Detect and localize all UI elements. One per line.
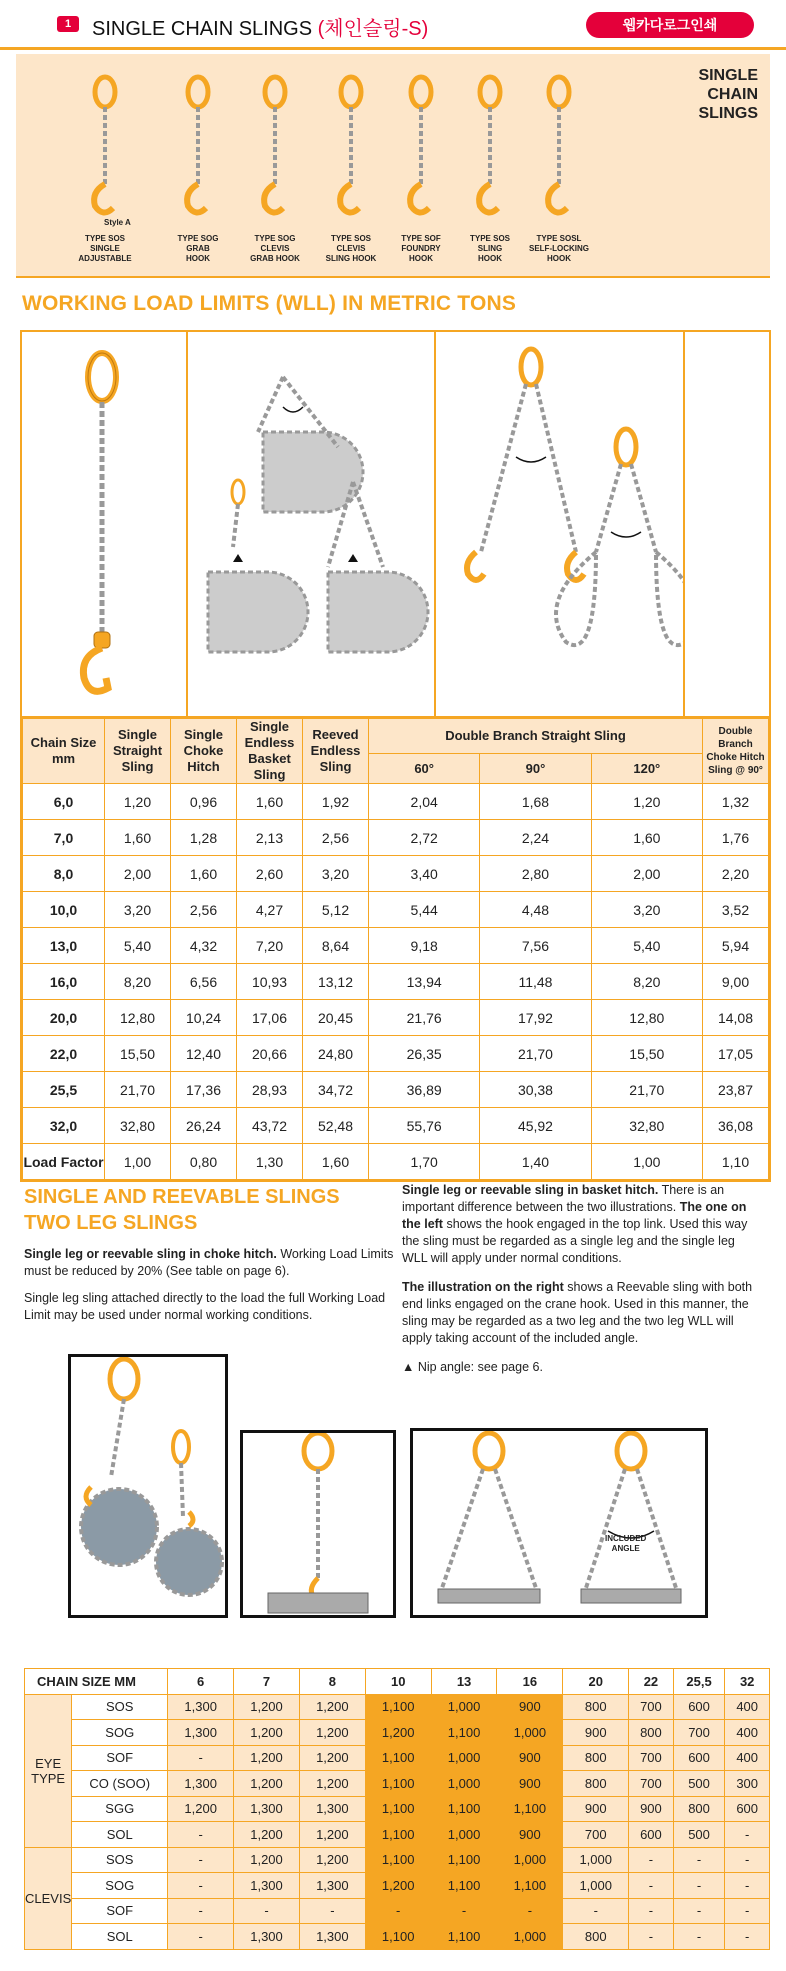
wll-value-cell: 28,93 — [237, 1072, 303, 1108]
header-90-deg: 90° — [480, 754, 591, 784]
hook-type-label: TYPE SOS SINGLE ADJUSTABLE — [78, 234, 132, 263]
hook-capacity-cell: - — [431, 1898, 497, 1924]
hook-capacity-cell: - — [725, 1847, 770, 1873]
hook-capacity-cell: 1,200 — [168, 1796, 234, 1822]
hook-capacity-table-container — [24, 1668, 770, 1950]
hook-capacity-cell: 800 — [563, 1694, 629, 1720]
hook-type-label: TYPE SOF FOUNDRY HOOK — [401, 234, 441, 263]
hook-type-label: TYPE SOG CLEVIS GRAB HOOK — [250, 234, 300, 263]
chain-size-mm-header: CHAIN SIZE MM — [25, 1669, 168, 1695]
wll-value-cell: 17,05 — [703, 1036, 769, 1072]
wll-value-cell: 17,06 — [237, 1000, 303, 1036]
wll-table — [22, 718, 769, 1180]
wll-value-cell: 17,36 — [171, 1072, 237, 1108]
wll-value-cell: 21,70 — [591, 1072, 702, 1108]
wll-value-cell: 26,24 — [171, 1108, 237, 1144]
wll-value-cell: 5,40 — [591, 928, 702, 964]
wll-value-cell: 1,28 — [171, 820, 237, 856]
reevable-heading-1: SINGLE AND REEVABLE SLINGS — [24, 1186, 340, 1208]
hook-capacity-cell: 1,200 — [234, 1720, 300, 1746]
hook-capacity-cell: 700 — [563, 1822, 629, 1848]
hook-capacity-row — [25, 1720, 770, 1746]
hook-capacity-cell: 900 — [497, 1771, 563, 1797]
hook-type-cell: SGG — [72, 1796, 168, 1822]
hook-capacity-cell: 1,100 — [431, 1873, 497, 1899]
wll-value-cell: 4,32 — [171, 928, 237, 964]
wll-value-cell: 12,40 — [171, 1036, 237, 1072]
hook-capacity-cell: - — [168, 1847, 234, 1873]
hook-capacity-row — [25, 1822, 770, 1848]
wll-value-cell: 9,00 — [703, 964, 769, 1000]
wll-row — [23, 964, 769, 1000]
hook-capacity-cell: 1,100 — [431, 1924, 497, 1950]
hook-capacity-cell: - — [168, 1898, 234, 1924]
hook-capacity-cell: 800 — [629, 1720, 674, 1746]
nip-angle-note: ▲ Nip angle: see page 6. — [402, 1360, 543, 1374]
chain-size-header-cell: 8 — [299, 1669, 365, 1695]
wll-value-cell: 2,00 — [591, 856, 702, 892]
wll-value-cell: 13,94 — [369, 964, 480, 1000]
choke-endless-illustrations — [188, 332, 436, 718]
hook-capacity-cell: - — [673, 1873, 725, 1899]
wll-row — [23, 856, 769, 892]
wll-value-cell: 15,50 — [105, 1036, 171, 1072]
hook-capacity-cell: 1,200 — [299, 1745, 365, 1771]
wll-value-cell: 9,18 — [369, 928, 480, 964]
hook-capacity-cell: 1,300 — [299, 1873, 365, 1899]
hook-group-label: EYE TYPE — [25, 1694, 72, 1847]
chain-size-cell: 6,0 — [23, 784, 105, 820]
hook-capacity-cell: 1,200 — [299, 1694, 365, 1720]
hook-capacity-cell: 1,200 — [234, 1771, 300, 1797]
hook-type-label: TYPE SOS SLING HOOK — [469, 234, 510, 263]
page-header — [0, 0, 786, 50]
hook-capacity-cell: - — [629, 1873, 674, 1899]
hook-capacity-cell: 1,100 — [431, 1796, 497, 1822]
header-chain-size: Chain Size mm — [23, 719, 105, 784]
hook-capacity-cell: - — [168, 1822, 234, 1848]
wll-value-cell: 36,08 — [703, 1108, 769, 1144]
hook-capacity-cell: 1,000 — [563, 1873, 629, 1899]
header-single-choke: Single Choke Hitch — [171, 719, 237, 784]
hook-capacity-cell: 800 — [563, 1924, 629, 1950]
hook-capacity-cell: - — [168, 1745, 234, 1771]
hook-capacity-cell: 1,200 — [365, 1720, 431, 1746]
hook-capacity-cell: 700 — [629, 1694, 674, 1720]
hook-type-cell: SOS — [72, 1694, 168, 1720]
hook-capacity-cell: 1,300 — [168, 1720, 234, 1746]
hook-type-label: TYPE SOSL SELF-LOCKING HOOK — [529, 234, 589, 263]
hook-capacity-cell: - — [168, 1924, 234, 1950]
wll-value-cell: 2,04 — [369, 784, 480, 820]
wll-value-cell: 15,50 — [591, 1036, 702, 1072]
hook-type-cell: SOL — [72, 1822, 168, 1848]
hook-capacity-cell: 900 — [497, 1745, 563, 1771]
hook-group-label: CLEVIS — [25, 1847, 72, 1949]
wll-row — [23, 1108, 769, 1144]
wll-value-cell: 5,12 — [303, 892, 369, 928]
wll-value-cell: 2,80 — [480, 856, 591, 892]
wll-value-cell: 3,52 — [703, 892, 769, 928]
hook-capacity-cell: 1,100 — [497, 1873, 563, 1899]
chain-size-header-cell: 25,5 — [673, 1669, 725, 1695]
wll-value-cell: 5,40 — [105, 928, 171, 964]
hook-capacity-cell: 900 — [563, 1796, 629, 1822]
hook-capacity-cell: 1,100 — [365, 1847, 431, 1873]
hook-capacity-cell: 600 — [629, 1822, 674, 1848]
chain-size-header-cell: 13 — [431, 1669, 497, 1695]
hook-capacity-cell: - — [673, 1847, 725, 1873]
hook-capacity-cell: 1,000 — [497, 1924, 563, 1950]
reevable-left-text — [24, 1184, 394, 1324]
hook-capacity-cell: 900 — [497, 1694, 563, 1720]
wll-value-cell: 2,56 — [171, 892, 237, 928]
chain-size-header-cell: 7 — [234, 1669, 300, 1695]
hook-capacity-cell: - — [629, 1924, 674, 1950]
hook-capacity-cell: 400 — [725, 1745, 770, 1771]
wll-value-cell: 12,80 — [105, 1000, 171, 1036]
chain-size-cell: 20,0 — [23, 1000, 105, 1036]
web-catalog-print-button[interactable]: 웹카다로그인쇄 — [586, 12, 754, 38]
double-branch-illustration — [436, 332, 685, 718]
wll-value-cell: 2,20 — [703, 856, 769, 892]
wll-value-cell: 1,68 — [480, 784, 591, 820]
chain-size-cell: 25,5 — [23, 1072, 105, 1108]
hook-capacity-cell: 1,200 — [234, 1694, 300, 1720]
header-reeved-endless: Reeved Endless Sling — [303, 719, 369, 784]
hook-capacity-cell: - — [234, 1898, 300, 1924]
wll-value-cell: 7,56 — [480, 928, 591, 964]
wll-value-cell: 0,96 — [171, 784, 237, 820]
wll-value-cell: 2,24 — [480, 820, 591, 856]
wll-row — [23, 1000, 769, 1036]
hook-capacity-cell: 500 — [673, 1822, 725, 1848]
hook-capacity-cell: 1,200 — [234, 1745, 300, 1771]
wll-value-cell: 14,08 — [703, 1000, 769, 1036]
hook-capacity-cell: 1,000 — [431, 1822, 497, 1848]
chain-size-header-cell: 10 — [365, 1669, 431, 1695]
wll-value-cell: 1,76 — [703, 820, 769, 856]
hook-capacity-cell: 1,200 — [365, 1873, 431, 1899]
hook-capacity-cell: 1,100 — [365, 1796, 431, 1822]
wll-value-cell: 17,92 — [480, 1000, 591, 1036]
wll-value-cell: 1,20 — [105, 784, 171, 820]
wll-value-cell: 21,70 — [105, 1072, 171, 1108]
wll-value-cell: 5,44 — [369, 892, 480, 928]
wll-value-cell: 30,38 — [480, 1072, 591, 1108]
wll-value-cell: 12,80 — [591, 1000, 702, 1036]
wll-value-cell: 34,72 — [303, 1072, 369, 1108]
hook-capacity-cell: 1,200 — [299, 1720, 365, 1746]
wll-value-cell: 5,94 — [703, 928, 769, 964]
chain-size-header-cell: 16 — [497, 1669, 563, 1695]
reevable-right-text — [402, 1182, 762, 1388]
hook-capacity-cell: - — [725, 1924, 770, 1950]
hook-capacity-cell: 800 — [673, 1796, 725, 1822]
wll-value-cell: 8,20 — [591, 964, 702, 1000]
hook-capacity-cell: - — [497, 1898, 563, 1924]
hook-capacity-cell: 1,000 — [563, 1847, 629, 1873]
hook-capacity-cell: 1,300 — [168, 1771, 234, 1797]
hook-type-label: TYPE SOG GRAB HOOK — [177, 234, 219, 263]
hook-type-0 — [60, 74, 150, 264]
chain-size-cell: 13,0 — [23, 928, 105, 964]
hook-capacity-cell: - — [168, 1873, 234, 1899]
hook-capacity-cell: 500 — [673, 1771, 725, 1797]
hook-capacity-cell: - — [725, 1898, 770, 1924]
wll-table-container — [20, 330, 771, 1182]
wll-value-cell: 1,60 — [591, 820, 702, 856]
chain-size-cell: 7,0 — [23, 820, 105, 856]
wll-value-cell: 55,76 — [369, 1108, 480, 1144]
wll-value-cell: 2,56 — [303, 820, 369, 856]
chain-size-cell: 10,0 — [23, 892, 105, 928]
wll-value-cell: 4,27 — [237, 892, 303, 928]
hook-type-6 — [514, 74, 604, 264]
hook-capacity-cell: 300 — [725, 1771, 770, 1797]
wll-value-cell: 21,76 — [369, 1000, 480, 1036]
hook-capacity-cell: - — [673, 1924, 725, 1950]
basket-hitch-box — [410, 1428, 708, 1618]
hook-capacity-cell: 1,300 — [234, 1873, 300, 1899]
wll-value-cell: 1,40 — [480, 1144, 591, 1180]
hook-type-cell: SOG — [72, 1873, 168, 1899]
hook-capacity-cell: 1,200 — [234, 1822, 300, 1848]
wll-value-cell: 1,00 — [105, 1144, 171, 1180]
chain-size-header-cell: 6 — [168, 1669, 234, 1695]
wll-value-cell: 4,48 — [480, 892, 591, 928]
wll-value-cell: 26,35 — [369, 1036, 480, 1072]
chain-size-header-cell: 32 — [725, 1669, 770, 1695]
hook-type-cell: SOG — [72, 1720, 168, 1746]
wll-value-cell: 36,89 — [369, 1072, 480, 1108]
hook-capacity-cell: 1,000 — [431, 1694, 497, 1720]
hook-capacity-cell: 1,300 — [234, 1796, 300, 1822]
header-60-deg: 60° — [369, 754, 480, 784]
hook-capacity-cell: - — [629, 1898, 674, 1924]
choke-hitch-paragraph: Single leg or reevable sling in choke hitch. Working Load Limits must be reduced by 20% (See table on page 6). — [24, 1247, 394, 1278]
page-title: SINGLE CHAIN SLINGS (체인슬링-S) — [92, 18, 429, 40]
wll-row — [23, 928, 769, 964]
wll-value-cell: 2,72 — [369, 820, 480, 856]
hook-capacity-cell: - — [673, 1898, 725, 1924]
hook-capacity-cell: 1,200 — [299, 1771, 365, 1797]
hook-capacity-row — [25, 1796, 770, 1822]
hook-capacity-row — [25, 1924, 770, 1950]
hook-capacity-cell: 1,000 — [431, 1771, 497, 1797]
header-120-deg: 120° — [591, 754, 702, 784]
hook-capacity-row — [25, 1873, 770, 1899]
wll-value-cell: 2,13 — [237, 820, 303, 856]
hook-type-cell: SOF — [72, 1898, 168, 1924]
hook-capacity-cell: 1,100 — [365, 1694, 431, 1720]
hook-capacity-cell: 600 — [673, 1745, 725, 1771]
wll-value-cell: 10,24 — [171, 1000, 237, 1036]
basket-hitch-paragraph: Single leg or reevable sling in basket hitch. There is an important difference between the two illustrations. The one on the left shows the hook engaged in the top link. Used this way the sling must be regarded as a single leg and the single leg WLL will apply under normal conditions. — [402, 1183, 748, 1265]
wll-value-cell: 6,56 — [171, 964, 237, 1000]
hook-capacity-cell: 1,100 — [497, 1796, 563, 1822]
hook-capacity-cell: - — [629, 1847, 674, 1873]
wll-value-cell: 1,60 — [237, 784, 303, 820]
wll-row — [23, 1144, 769, 1180]
wll-value-cell: 10,93 — [237, 964, 303, 1000]
wll-value-cell: 32,80 — [105, 1108, 171, 1144]
reevable-heading-2: TWO LEG SLINGS — [24, 1212, 198, 1234]
hook-capacity-cell: - — [725, 1873, 770, 1899]
chain-size-header-cell: 20 — [563, 1669, 629, 1695]
hook-capacity-cell: 1,100 — [365, 1771, 431, 1797]
header-double-choke: Double Branch Choke Hitch Sling @ 90° — [703, 719, 769, 784]
wll-illustrations — [22, 332, 769, 718]
wll-value-cell: 1,60 — [171, 856, 237, 892]
hook-capacity-cell: 1,000 — [431, 1745, 497, 1771]
wll-value-cell: 3,20 — [105, 892, 171, 928]
wll-row — [23, 892, 769, 928]
header-single-straight: Single Straight Sling — [105, 719, 171, 784]
wll-value-cell: 8,20 — [105, 964, 171, 1000]
hook-capacity-cell: - — [725, 1822, 770, 1848]
wll-value-cell: 2,60 — [237, 856, 303, 892]
hook-capacity-cell: - — [563, 1898, 629, 1924]
wll-value-cell: 1,10 — [703, 1144, 769, 1180]
hook-capacity-cell: 1,000 — [497, 1720, 563, 1746]
wll-value-cell: 13,12 — [303, 964, 369, 1000]
hook-capacity-cell: 800 — [563, 1745, 629, 1771]
hook-capacity-cell: 1,300 — [168, 1694, 234, 1720]
wll-value-cell: 3,40 — [369, 856, 480, 892]
choke-hitch-box — [68, 1354, 228, 1618]
wll-value-cell: 32,80 — [591, 1108, 702, 1144]
hook-type-cell: SOS — [72, 1847, 168, 1873]
hook-capacity-cell: 1,100 — [365, 1924, 431, 1950]
hook-capacity-row — [25, 1745, 770, 1771]
wll-value-cell: 21,70 — [480, 1036, 591, 1072]
hook-capacity-cell: 1,300 — [299, 1924, 365, 1950]
wll-value-cell: 1,60 — [303, 1144, 369, 1180]
wll-value-cell: 7,20 — [237, 928, 303, 964]
included-angle-label: INCLUDED ANGLE — [605, 1534, 647, 1553]
hook-capacity-cell: 700 — [673, 1720, 725, 1746]
wll-value-cell: 20,66 — [237, 1036, 303, 1072]
wll-value-cell: 1,70 — [369, 1144, 480, 1180]
hook-capacity-cell: 1,200 — [299, 1822, 365, 1848]
hook-capacity-cell: 1,000 — [497, 1847, 563, 1873]
wll-row — [23, 820, 769, 856]
single-chain-slings-heading: SINGLE CHAIN SLINGS — [698, 67, 758, 122]
wll-value-cell: 1,20 — [591, 784, 702, 820]
chain-size-cell: Load Factor — [23, 1144, 105, 1180]
hook-capacity-cell: 900 — [629, 1796, 674, 1822]
wll-value-cell: 2,00 — [105, 856, 171, 892]
direct-attach-paragraph: Single leg sling attached directly to the load the full Working Load Limit may be used under normal working conditions. — [24, 1291, 386, 1322]
wll-value-cell: 0,80 — [171, 1144, 237, 1180]
hook-capacity-cell: 1,300 — [234, 1924, 300, 1950]
wll-value-cell: 24,80 — [303, 1036, 369, 1072]
hook-capacity-row — [25, 1898, 770, 1924]
wll-value-cell: 52,48 — [303, 1108, 369, 1144]
wll-value-cell: 8,64 — [303, 928, 369, 964]
hook-capacity-row — [25, 1847, 770, 1873]
hook-capacity-cell: 700 — [629, 1771, 674, 1797]
hook-capacity-cell: 600 — [673, 1694, 725, 1720]
hook-capacity-cell: 1,200 — [234, 1847, 300, 1873]
hook-capacity-cell: 1,300 — [299, 1796, 365, 1822]
wll-value-cell: 3,20 — [591, 892, 702, 928]
wll-value-cell: 45,92 — [480, 1108, 591, 1144]
direct-attach-box — [240, 1430, 396, 1618]
wll-value-cell: 20,45 — [303, 1000, 369, 1036]
hook-capacity-cell: 900 — [497, 1822, 563, 1848]
hook-capacity-cell: 700 — [629, 1745, 674, 1771]
chain-size-header-cell: 22 — [629, 1669, 674, 1695]
chain-size-cell: 8,0 — [23, 856, 105, 892]
wll-value-cell: 1,60 — [105, 820, 171, 856]
wll-value-cell: 1,00 — [591, 1144, 702, 1180]
wll-value-cell: 1,32 — [703, 784, 769, 820]
wll-row — [23, 1036, 769, 1072]
wll-row — [23, 1072, 769, 1108]
hook-capacity-cell: 1,200 — [299, 1847, 365, 1873]
hook-type-cell: SOL — [72, 1924, 168, 1950]
style-a-note: Style A — [104, 218, 131, 227]
wll-value-cell: 23,87 — [703, 1072, 769, 1108]
wll-value-cell: 43,72 — [237, 1108, 303, 1144]
chain-size-cell: 22,0 — [23, 1036, 105, 1072]
hook-capacity-cell: 400 — [725, 1694, 770, 1720]
hook-capacity-cell: 1,100 — [365, 1745, 431, 1771]
hook-type-cell: SOF — [72, 1745, 168, 1771]
hook-capacity-cell: 600 — [725, 1796, 770, 1822]
header-single-endless: Single Endless Basket Sling — [237, 719, 303, 784]
hook-capacity-cell: 900 — [563, 1720, 629, 1746]
wll-value-cell: 1,30 — [237, 1144, 303, 1180]
hook-type-cell: CO (SOO) — [72, 1771, 168, 1797]
right-illustration-paragraph: The illustration on the right shows a Reevable sling with both end links engaged on the crane hook. Used in this manner, the sling may be regarded as a two leg and the two leg WLL will apply taking account of the included angle. — [402, 1280, 753, 1345]
wll-title: WORKING LOAD LIMITS (WLL) IN METRIC TONS — [22, 292, 517, 315]
page-number-badge: 1 — [57, 16, 79, 32]
hook-capacity-table — [24, 1668, 770, 1950]
wll-row — [23, 784, 769, 820]
chain-size-cell: 32,0 — [23, 1108, 105, 1144]
hook-type-label: TYPE SOS CLEVIS SLING HOOK — [325, 234, 377, 263]
header-double-branch: Double Branch Straight Sling — [369, 719, 703, 754]
chain-size-cell: 16,0 — [23, 964, 105, 1000]
wll-value-cell: 1,92 — [303, 784, 369, 820]
wll-value-cell: 3,20 — [303, 856, 369, 892]
single-straight-illustration — [22, 332, 188, 718]
hook-capacity-row — [25, 1694, 770, 1720]
wll-value-cell: 11,48 — [480, 964, 591, 1000]
hook-capacity-cell: 1,100 — [365, 1822, 431, 1848]
hook-capacity-cell: - — [365, 1898, 431, 1924]
hook-capacity-cell: 400 — [725, 1720, 770, 1746]
hook-capacity-row — [25, 1771, 770, 1797]
hook-capacity-cell: 1,100 — [431, 1720, 497, 1746]
hook-capacity-cell: 1,100 — [431, 1847, 497, 1873]
hook-capacity-cell: - — [299, 1898, 365, 1924]
hook-capacity-cell: 800 — [563, 1771, 629, 1797]
